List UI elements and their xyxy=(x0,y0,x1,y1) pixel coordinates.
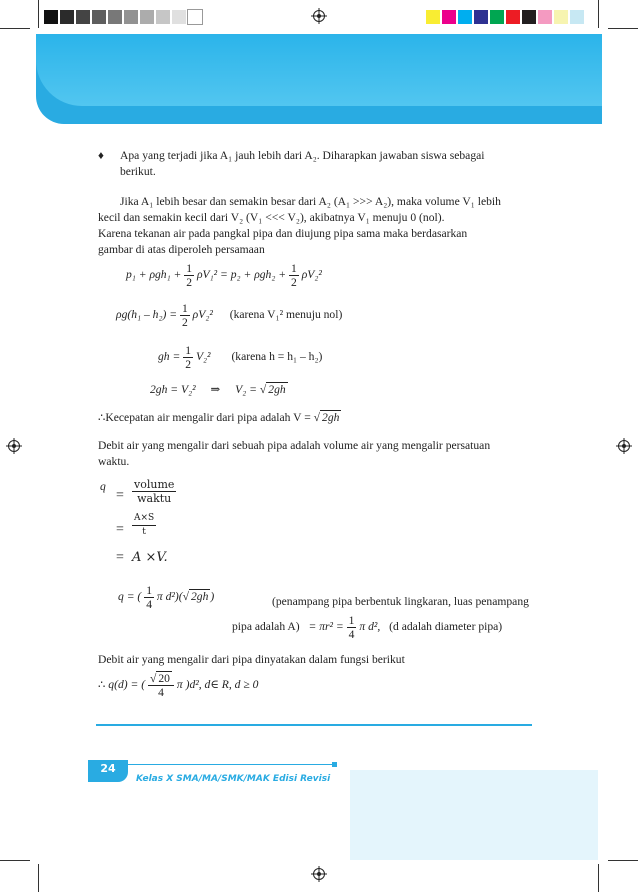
crop-mark xyxy=(0,860,30,861)
fraction-denominator: 2 xyxy=(186,276,193,289)
fraction-numerator: √ 20 xyxy=(148,672,174,686)
color-swatch xyxy=(490,10,504,24)
crop-mark xyxy=(598,864,599,892)
crop-mark xyxy=(38,864,39,892)
crop-mark xyxy=(598,0,599,28)
content-divider xyxy=(96,724,532,726)
equation-text: ρg(h₁ – h₂) = xyxy=(116,308,178,322)
fraction-denominator: 4 xyxy=(348,628,355,641)
color-swatch xyxy=(188,10,202,24)
equation-text: p₁ + ρgh₁ + xyxy=(126,268,182,282)
fraction-volume-waktu xyxy=(132,478,176,505)
debit-note-line-1: (penampang pipa berbentuk lingkaran, luas penampang xyxy=(272,595,529,608)
color-swatch xyxy=(554,10,568,24)
color-swatch xyxy=(44,10,58,24)
equation-a-times-v: A ×V. xyxy=(132,550,168,565)
note-text: (d adalah diameter pipa) xyxy=(389,620,503,634)
equation-text: = πr² = xyxy=(308,620,344,634)
color-swatch xyxy=(506,10,520,24)
fraction-denominator: 2 xyxy=(291,276,297,289)
fraction-half xyxy=(184,262,194,289)
final-intro: Debit air yang mengalir dari pipa dinyatakan dalam fungsi berikut xyxy=(98,653,405,666)
paragraph-2-line-1: Karena tekanan air pada pangkal pipa dan diujung pipa sama maka berdasarkan xyxy=(98,227,468,240)
fraction-numerator: 1 xyxy=(291,262,297,275)
equation-text: π d², xyxy=(359,620,381,634)
fraction-denominator: 2 xyxy=(185,358,192,371)
equation-text: ρV₂² xyxy=(301,268,322,282)
registration-mark-icon xyxy=(616,438,632,454)
color-swatch xyxy=(124,10,138,24)
sqrt-radicand: 20 xyxy=(158,672,170,685)
fraction-half xyxy=(180,302,190,329)
velocity-conclusion: ∴Kecepatan air mengalir dari pipa adalah V = √ 2gh xyxy=(98,411,340,424)
equation-text: q = ( xyxy=(118,590,142,604)
fraction-numerator: volume xyxy=(134,478,175,491)
equation-height-diff xyxy=(116,302,342,329)
color-swatch xyxy=(140,10,154,24)
fraction-quarter xyxy=(347,614,357,641)
equation-text: 2gh = V₂² xyxy=(150,383,196,396)
color-swatch xyxy=(474,10,488,24)
fraction-half xyxy=(183,344,193,371)
page-number: 24 xyxy=(100,762,116,775)
color-swatch xyxy=(156,10,170,24)
color-swatch xyxy=(60,10,74,24)
crop-mark xyxy=(0,28,30,29)
bullet-icon: ♦ xyxy=(98,149,104,162)
color-swatch xyxy=(108,10,122,24)
equals-sign: = xyxy=(116,550,124,565)
color-swatch xyxy=(172,10,186,24)
equation-text: V₂² xyxy=(195,350,211,364)
fraction xyxy=(132,512,156,539)
color-swatch xyxy=(522,10,536,24)
equation-text: ρV₂² xyxy=(192,308,213,322)
equals-sign: = xyxy=(116,488,124,503)
paragraph-1-line-2: kecil dan semakin kecil dari V₂ (V₁ <<< V₂), akibatnya V₁ menuju 0 (nol). xyxy=(98,211,445,224)
footer-panel xyxy=(350,770,598,860)
equation-note: (karena V₁² menuju nol) xyxy=(229,308,343,322)
fraction-sqrt20-over-4 xyxy=(148,672,174,699)
fraction-quarter xyxy=(144,584,154,611)
equation-gh xyxy=(158,344,322,371)
equation-text: ) xyxy=(210,590,215,604)
debit-line-1: Debit air yang mengalir dari sebuah pipa adalah volume air yang mengalir persatuan xyxy=(98,439,491,452)
crop-mark xyxy=(608,860,638,861)
equation-text: π d²)( xyxy=(156,590,183,604)
fraction-numerator: 1 xyxy=(186,262,193,275)
fraction-numerator: A×S xyxy=(132,512,156,526)
fraction-numerator: 1 xyxy=(348,614,355,627)
therefore-icon: ∴ xyxy=(98,678,106,692)
book-title: Kelas X SMA/MA/SMK/MAK Edisi Revisi xyxy=(136,774,331,784)
color-swatch xyxy=(426,10,440,24)
note-text: pipa adalah A) xyxy=(232,620,300,634)
fraction-numerator: 1 xyxy=(181,302,188,315)
equation-text: ρV₁² = p₂ + ρgh₂ + xyxy=(196,268,287,282)
implies-icon: ⇒ xyxy=(210,383,221,396)
fraction-half xyxy=(289,262,299,289)
equation-text: gh = xyxy=(158,350,181,364)
header-banner-highlight xyxy=(36,34,602,106)
bullet-line-2: berikut. xyxy=(120,165,156,178)
registration-mark-icon xyxy=(6,438,22,454)
equation-final xyxy=(98,672,258,699)
fraction-denominator: 4 xyxy=(158,686,164,699)
sqrt-radicand: 2gh xyxy=(268,383,286,396)
q-symbol: q xyxy=(100,480,106,493)
fraction-denominator: t xyxy=(142,527,146,537)
conclusion-text: Kecepatan air mengalir dari pipa adalah V = xyxy=(105,411,311,424)
fraction-as-t xyxy=(132,512,156,539)
header-banner xyxy=(36,34,602,124)
crop-mark xyxy=(608,28,638,29)
fraction xyxy=(132,478,176,505)
paragraph-2-line-2: gambar di atas diperoleh persamaan xyxy=(98,243,265,256)
equation-bernoulli xyxy=(126,262,322,289)
equation-debit: q = ( $\frac{1}{4}$ π d²)(√ 2gh ) xyxy=(118,584,215,611)
equation-text: V₂ = xyxy=(235,383,257,396)
fraction-denominator: 2 xyxy=(181,316,188,329)
sqrt-radicand: 2gh xyxy=(322,411,340,424)
color-swatch xyxy=(76,10,90,24)
therefore-icon: ∴ xyxy=(98,411,106,424)
equation-note: (karena h = h₁ – h₂) xyxy=(231,350,323,364)
equals-sign: = xyxy=(116,522,124,537)
color-swatch xyxy=(570,10,584,24)
registration-mark-icon xyxy=(311,8,327,24)
fraction-denominator: waktu xyxy=(137,492,172,505)
paragraph-1-line-1: Jika A₁ lebih besar dan semakin besar dari A₂ (A₁ >>> A₂), maka volume V₁ lebih xyxy=(120,195,501,208)
footer-rule-endcap xyxy=(332,762,337,767)
fraction-denominator: 4 xyxy=(146,598,152,611)
equation-text: π )d², d∈ R, d ≥ 0 xyxy=(176,678,259,692)
crop-mark xyxy=(38,0,39,28)
fraction-numerator: 1 xyxy=(185,344,192,357)
sqrt-radicand: 2gh xyxy=(190,590,209,604)
footer-rule xyxy=(128,764,334,765)
bullet-line-1: Apa yang terjadi jika A₁ jauh lebih dari A₂. Diharapkan jawaban siswa sebagai xyxy=(120,149,485,162)
color-swatch xyxy=(92,10,106,24)
color-swatch xyxy=(458,10,472,24)
color-swatch xyxy=(442,10,456,24)
equation-text: q(d) = ( xyxy=(108,678,146,692)
registration-mark-icon xyxy=(311,866,327,882)
color-swatch xyxy=(538,10,552,24)
debit-note-line-2 xyxy=(232,614,502,641)
debit-line-2: waktu. xyxy=(98,455,130,468)
equation-velocity: 2gh = V₂² ⇒ V₂ = √ 2gh xyxy=(150,383,286,396)
fraction-numerator: 1 xyxy=(146,584,152,597)
